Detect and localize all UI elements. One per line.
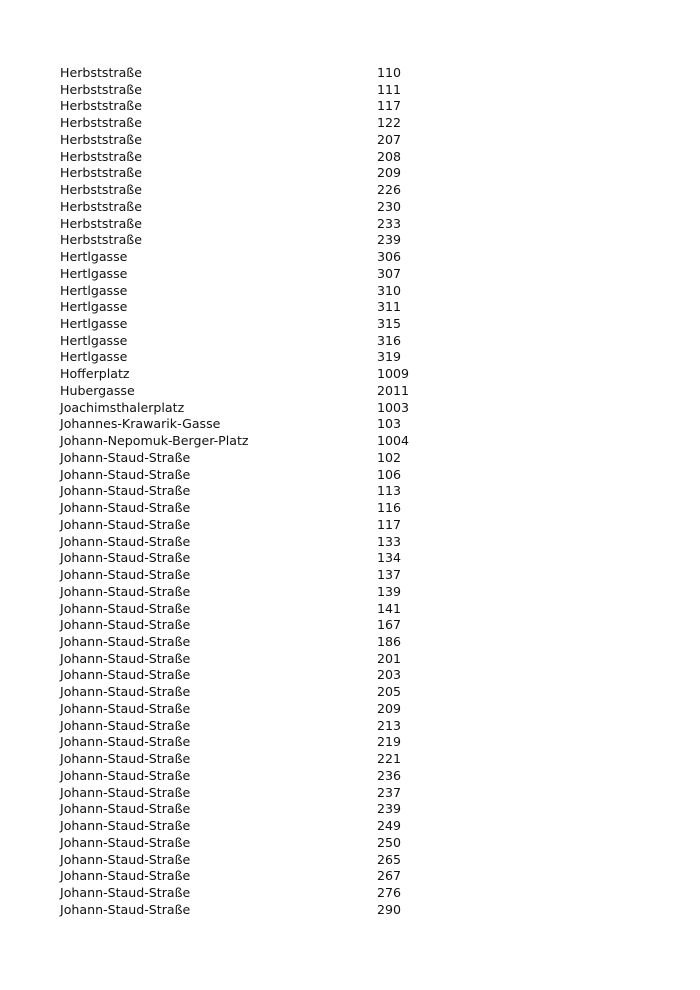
street-name: Johann-Staud-Straße <box>60 483 191 499</box>
address-row <box>60 584 660 601</box>
street-name: Herbststraße <box>60 232 142 248</box>
street-name: Johann-Staud-Straße <box>60 583 191 599</box>
address-row <box>60 98 660 115</box>
address-row <box>60 667 660 684</box>
street-name: Hertlgasse <box>60 265 128 281</box>
address-row <box>60 216 660 233</box>
house-number: 111 <box>377 81 402 97</box>
address-row <box>60 902 660 919</box>
street-name: Herbststraße <box>60 165 142 181</box>
address-row <box>60 517 660 534</box>
house-number: 239 <box>377 232 402 248</box>
house-number: 102 <box>377 449 402 465</box>
address-row <box>60 785 660 802</box>
street-name: Johann-Staud-Straße <box>60 767 191 783</box>
street-name: Johann-Staud-Straße <box>60 834 191 850</box>
street-name: Johann-Staud-Straße <box>60 650 191 666</box>
house-number: 137 <box>377 567 402 583</box>
street-name: Hertlgasse <box>60 316 128 332</box>
address-row <box>60 701 660 718</box>
house-number: 1003 <box>377 399 410 415</box>
address-row <box>60 416 660 433</box>
street-name: Herbststraße <box>60 148 142 164</box>
address-row <box>60 567 660 584</box>
house-number: 203 <box>377 667 402 683</box>
house-number: 117 <box>377 516 402 532</box>
address-row <box>60 734 660 751</box>
address-row <box>60 718 660 735</box>
street-name: Johann-Staud-Straße <box>60 818 191 834</box>
street-name: Hertlgasse <box>60 299 128 315</box>
street-name: Herbststraße <box>60 115 142 131</box>
street-name: Johann-Staud-Straße <box>60 901 191 917</box>
street-name: Johann-Staud-Straße <box>60 868 191 884</box>
house-number: 116 <box>377 500 402 516</box>
house-number: 167 <box>377 617 402 633</box>
street-name: Herbststraße <box>60 98 142 114</box>
street-name: Johann-Staud-Straße <box>60 500 191 516</box>
address-row <box>60 65 660 82</box>
street-name: Johann-Staud-Straße <box>60 851 191 867</box>
address-row <box>60 550 660 567</box>
address-row <box>60 149 660 166</box>
address-row <box>60 349 660 366</box>
address-row <box>60 165 660 182</box>
house-number: 207 <box>377 131 402 147</box>
house-number: 233 <box>377 215 402 231</box>
street-name: Johann-Staud-Straße <box>60 516 191 532</box>
house-number: 307 <box>377 265 402 281</box>
street-name: Johann-Staud-Straße <box>60 633 191 649</box>
house-number: 315 <box>377 316 402 332</box>
address-row <box>60 283 660 300</box>
street-name: Johann-Staud-Straße <box>60 533 191 549</box>
house-number: 117 <box>377 98 402 114</box>
house-number: 1009 <box>377 366 410 382</box>
street-name: Herbststraße <box>60 182 142 198</box>
house-number: 110 <box>377 65 402 80</box>
street-name: Johann-Staud-Straße <box>60 684 191 700</box>
street-name: Johann-Staud-Straße <box>60 567 191 583</box>
address-row <box>60 483 660 500</box>
house-number: 267 <box>377 868 402 884</box>
address-row <box>60 400 660 417</box>
address-row <box>60 801 660 818</box>
address-row <box>60 852 660 869</box>
house-number: 201 <box>377 650 402 666</box>
address-row <box>60 617 660 634</box>
house-number: 209 <box>377 165 402 181</box>
street-name: Herbststraße <box>60 198 142 214</box>
house-number: 236 <box>377 767 402 783</box>
house-number: 290 <box>377 901 402 917</box>
address-row <box>60 182 660 199</box>
house-number: 250 <box>377 834 402 850</box>
address-row <box>60 366 660 383</box>
street-name: Hertlgasse <box>60 282 128 298</box>
address-row <box>60 534 660 551</box>
house-number: 2011 <box>377 382 410 398</box>
house-number: 316 <box>377 332 402 348</box>
street-name: Herbststraße <box>60 65 142 80</box>
house-number: 306 <box>377 249 402 265</box>
house-number: 106 <box>377 466 402 482</box>
street-name: Johann-Nepomuk-Berger-Platz <box>60 433 249 449</box>
address-row <box>60 433 660 450</box>
street-name: Johann-Staud-Straße <box>60 617 191 633</box>
house-number: 213 <box>377 717 402 733</box>
street-name: Johann-Staud-Straße <box>60 700 191 716</box>
address-row <box>60 601 660 618</box>
house-number: 139 <box>377 583 402 599</box>
house-number: 276 <box>377 884 402 900</box>
house-number: 208 <box>377 148 402 164</box>
house-number: 122 <box>377 115 402 131</box>
house-number: 219 <box>377 734 402 750</box>
address-row <box>60 249 660 266</box>
street-name: Johann-Staud-Straße <box>60 466 191 482</box>
address-row <box>60 651 660 668</box>
street-name: Johann-Staud-Straße <box>60 784 191 800</box>
street-name: Joachimsthalerplatz <box>60 399 185 415</box>
address-row <box>60 868 660 885</box>
address-row <box>60 333 660 350</box>
house-number: 186 <box>377 633 402 649</box>
street-name: Johann-Staud-Straße <box>60 667 191 683</box>
address-row <box>60 751 660 768</box>
address-row <box>60 768 660 785</box>
address-row <box>60 199 660 216</box>
address-row <box>60 132 660 149</box>
house-number: 133 <box>377 533 402 549</box>
house-number: 205 <box>377 684 402 700</box>
address-list <box>60 65 660 918</box>
house-number: 209 <box>377 700 402 716</box>
house-number: 310 <box>377 282 402 298</box>
street-name: Herbststraße <box>60 81 142 97</box>
house-number: 265 <box>377 851 402 867</box>
street-name: Hubergasse <box>60 382 135 398</box>
house-number: 226 <box>377 182 402 198</box>
street-name: Hofferplatz <box>60 366 130 382</box>
street-name: Johannes-Krawarik-Gasse <box>60 416 221 432</box>
house-number: 319 <box>377 349 402 365</box>
house-number: 249 <box>377 818 402 834</box>
address-row <box>60 232 660 249</box>
house-number: 141 <box>377 600 402 616</box>
address-row <box>60 316 660 333</box>
address-row <box>60 299 660 316</box>
street-name: Herbststraße <box>60 215 142 231</box>
address-row <box>60 818 660 835</box>
street-name: Johann-Staud-Straße <box>60 600 191 616</box>
address-row <box>60 115 660 132</box>
house-number: 134 <box>377 550 402 566</box>
house-number: 1004 <box>377 433 410 449</box>
address-row <box>60 500 660 517</box>
address-row <box>60 634 660 651</box>
street-name: Hertlgasse <box>60 332 128 348</box>
street-name: Johann-Staud-Straße <box>60 801 191 817</box>
address-row <box>60 835 660 852</box>
house-number: 239 <box>377 801 402 817</box>
street-name: Johann-Staud-Straße <box>60 717 191 733</box>
address-row <box>60 266 660 283</box>
street-name: Hertlgasse <box>60 249 128 265</box>
address-row <box>60 885 660 902</box>
address-row <box>60 467 660 484</box>
street-name: Johann-Staud-Straße <box>60 751 191 767</box>
house-number: 237 <box>377 784 402 800</box>
street-name: Johann-Staud-Straße <box>60 884 191 900</box>
street-name: Hertlgasse <box>60 349 128 365</box>
address-row <box>60 82 660 99</box>
street-name: Johann-Staud-Straße <box>60 449 191 465</box>
street-name: Johann-Staud-Straße <box>60 734 191 750</box>
address-row <box>60 684 660 701</box>
address-row <box>60 450 660 467</box>
house-number: 230 <box>377 198 402 214</box>
street-name: Herbststraße <box>60 131 142 147</box>
house-number: 103 <box>377 416 402 432</box>
house-number: 311 <box>377 299 402 315</box>
house-number: 113 <box>377 483 402 499</box>
street-name: Johann-Staud-Straße <box>60 550 191 566</box>
house-number: 221 <box>377 751 402 767</box>
address-row <box>60 383 660 400</box>
